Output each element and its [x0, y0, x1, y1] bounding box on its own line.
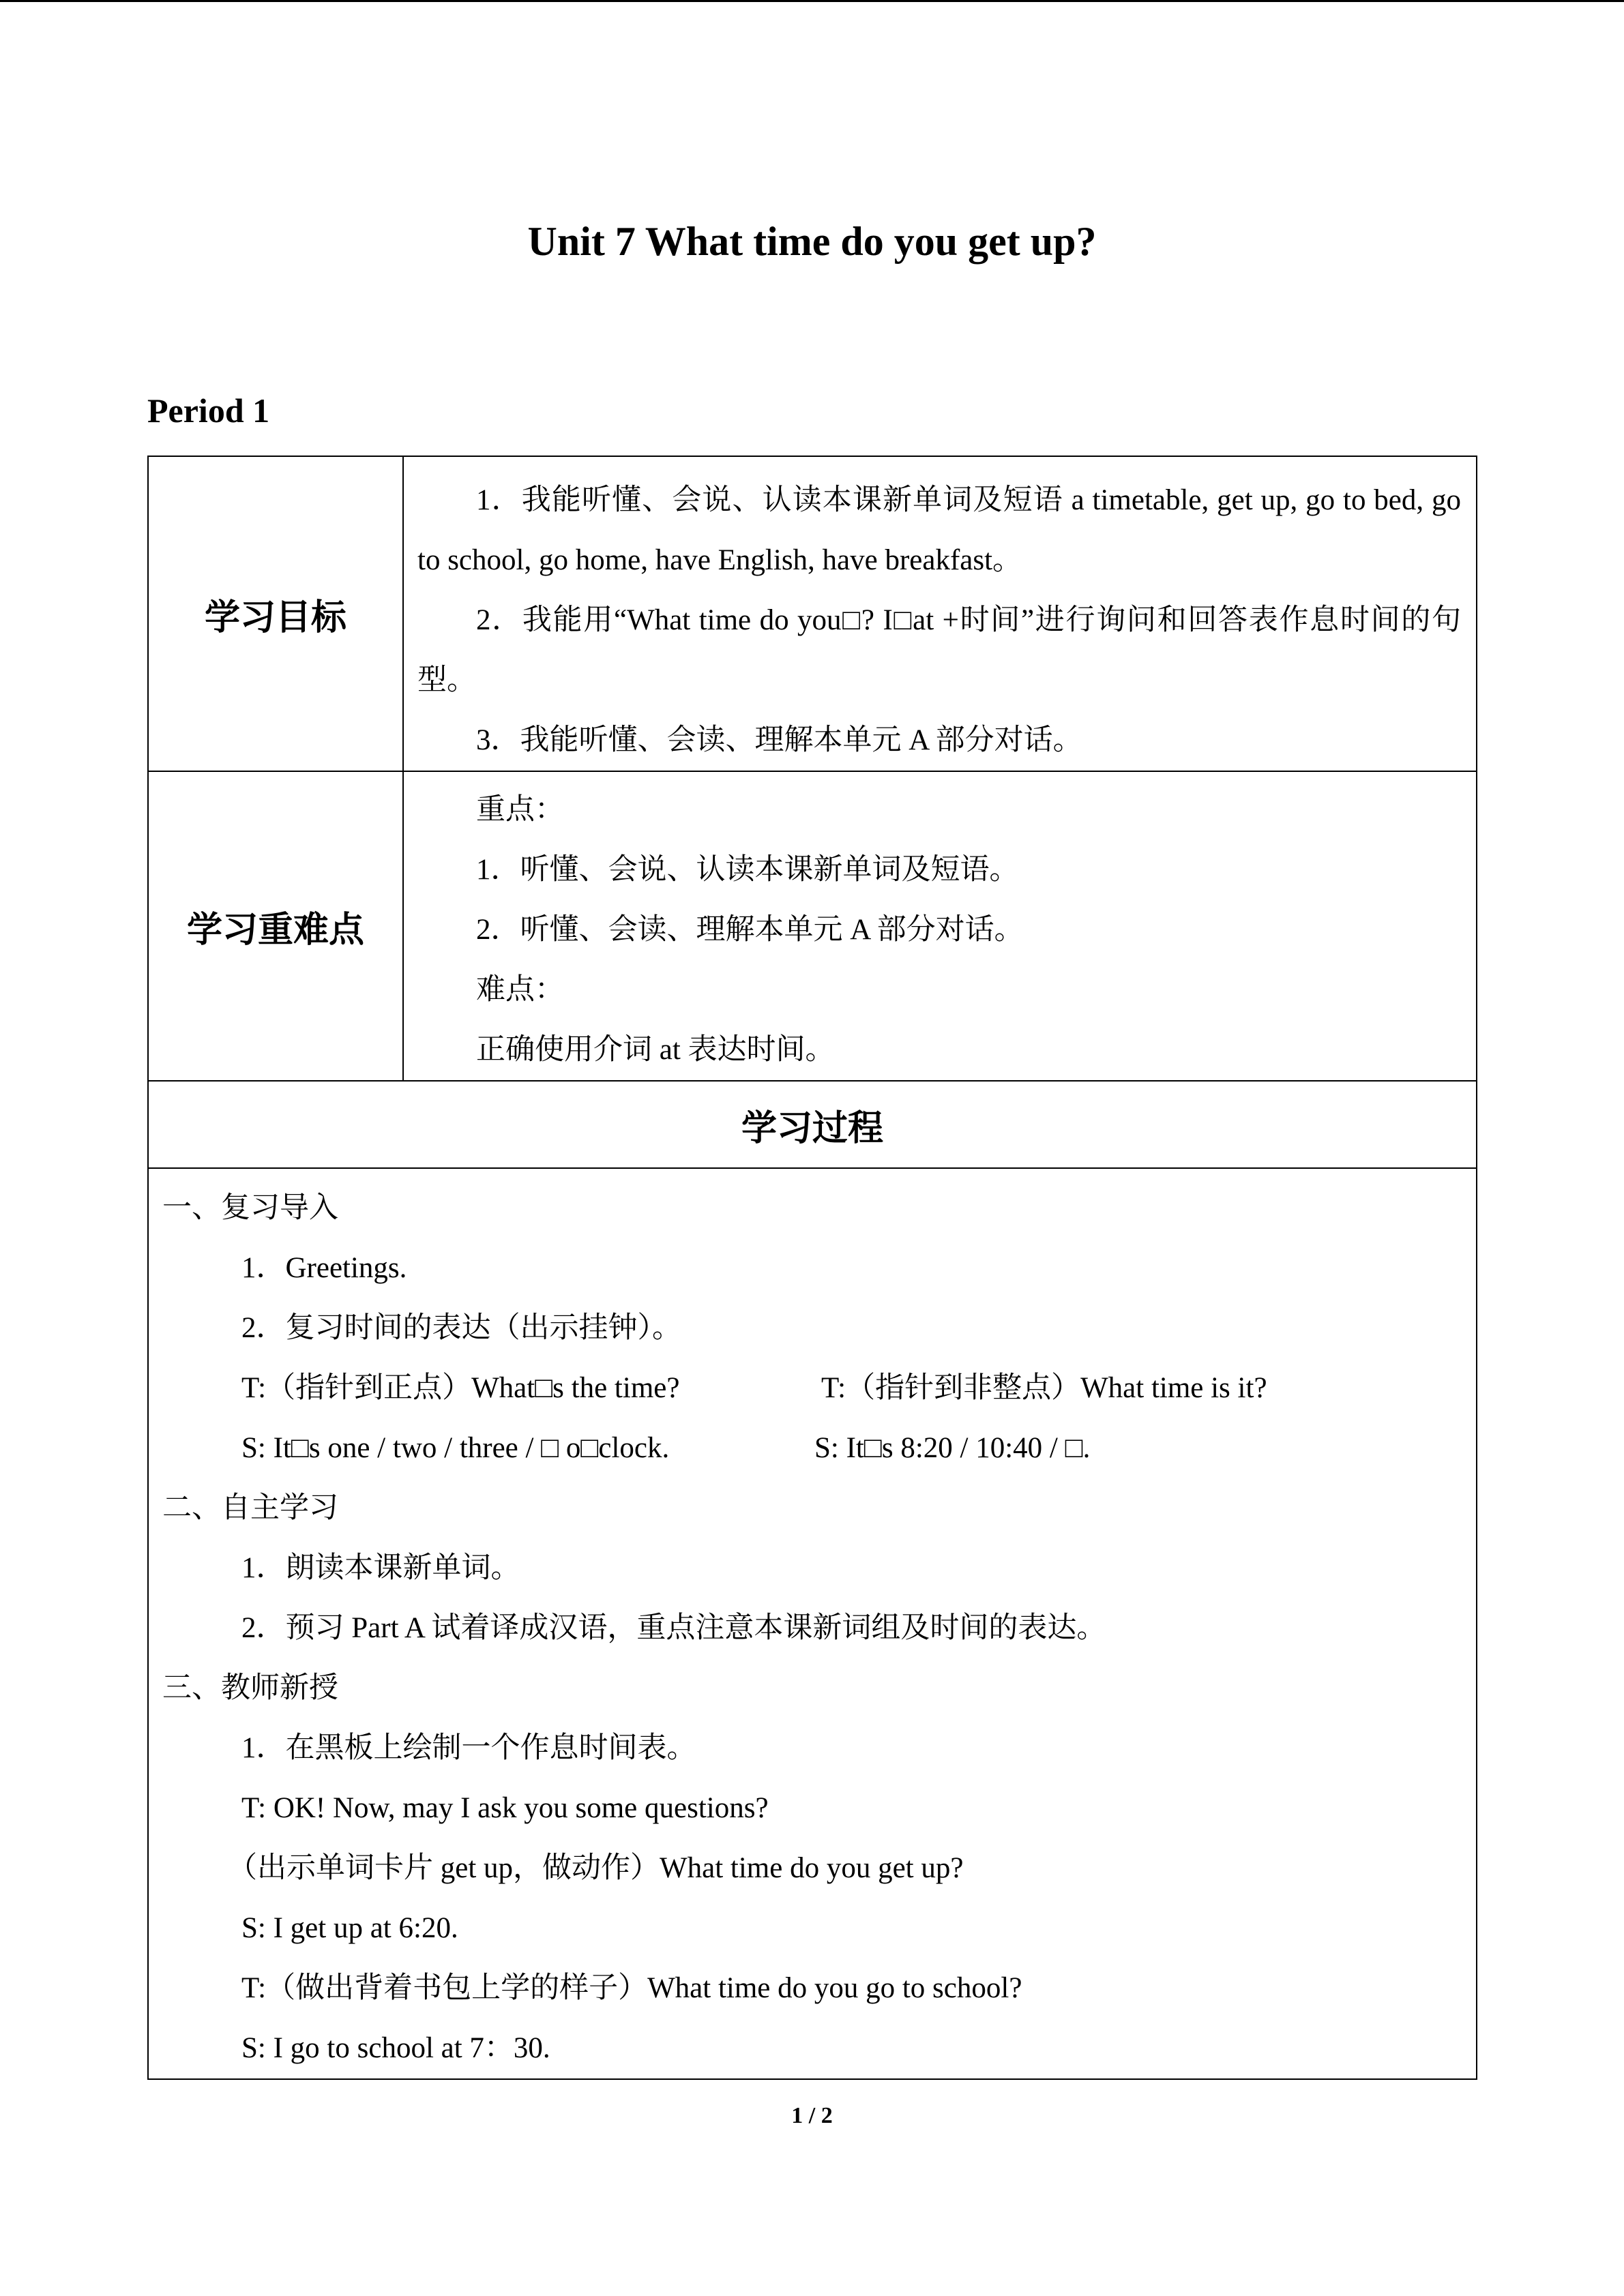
teacher-question-row — [162, 1358, 1462, 1418]
review-item-1: 1．Greetings. — [241, 1252, 407, 1284]
keypoint-line-1: 重点： — [476, 794, 564, 826]
student-answer-row — [162, 1418, 1462, 1478]
dialogue-line-2: （出示单词卡片 get up，做动作）What time do you get up? — [228, 1852, 964, 1884]
self-study-item-1: 1．朗读本课新单词。 — [241, 1552, 520, 1584]
goal-item-1: 1．我能听懂、会说、认读本课新单词及短语 a timetable, get up, go to bed, go to school, go home, have English, have breakfast。 — [417, 484, 1461, 576]
page-number: 1 / 2 — [791, 2103, 833, 2128]
self-study-item-2: 2．预习 Part A 试着译成汉语，重点注意本课新词组及时间的表达。 — [241, 1612, 1106, 1644]
goals-row — [148, 456, 1477, 771]
keypoints-label: 学习重难点 — [148, 771, 403, 1081]
section-teaching: 三、教师新授 — [162, 1672, 338, 1704]
goals-label: 学习目标 — [148, 456, 403, 771]
keypoint-line-2: 1．听懂、会说、认读本课新单词及短语。 — [476, 854, 1019, 886]
review-item-2: 2．复习时间的表达（出示挂钟）。 — [241, 1312, 681, 1344]
dialogue-line-3: S: I get up at 6:20. — [241, 1912, 458, 1944]
top-border-line — [0, 0, 1624, 2]
dialogue-line-5: S: I go to school at 7：30. — [241, 2032, 550, 2064]
process-content — [148, 1168, 1477, 2079]
student-answer-b: S: It□s 8:20 / 10:40 / □. — [814, 1432, 1091, 1464]
teaching-item-1: 1．在黑板上绘制一个作息时间表。 — [241, 1732, 696, 1764]
period-heading: Period 1 — [147, 391, 270, 430]
teacher-question-b: T:（指针到非整点）What time is it? — [821, 1372, 1267, 1404]
goal-item-2: 2．我能用“What time do you□? I□at +时间”进行询问和回答表作息时间的句型。 — [417, 604, 1461, 696]
process-heading-row — [148, 1081, 1477, 1168]
keypoint-line-4: 难点： — [476, 974, 564, 1006]
section-self-study: 二、自主学习 — [162, 1492, 338, 1524]
section-review: 一、复习导入 — [162, 1192, 338, 1224]
keypoint-line-5: 正确使用介词 at 表达时间。 — [476, 1034, 835, 1066]
process-row — [148, 1168, 1477, 2079]
keypoints-content — [403, 771, 1477, 1081]
dialogue-line-4: T:（做出背着书包上学的样子）What time do you go to school? — [241, 1972, 1022, 2004]
student-answer-a: S: It□s one / two / three / □ o□clock. — [241, 1432, 670, 1464]
document-title: Unit 7 What time do you get up? — [527, 219, 1097, 264]
process-heading: 学习过程 — [148, 1081, 1477, 1168]
keypoints-row — [148, 771, 1477, 1081]
goals-content — [403, 456, 1477, 771]
lesson-plan-table — [147, 456, 1477, 2080]
dialogue-line-1: T: OK! Now, may I ask you some questions? — [241, 1792, 769, 1824]
goal-item-3: 3．我能听懂、会读、理解本单元 A 部分对话。 — [476, 724, 1082, 756]
keypoint-line-3: 2．听懂、会读、理解本单元 A 部分对话。 — [476, 914, 1024, 946]
teacher-question-a: T:（指针到正点）What□s the time? — [241, 1372, 680, 1404]
